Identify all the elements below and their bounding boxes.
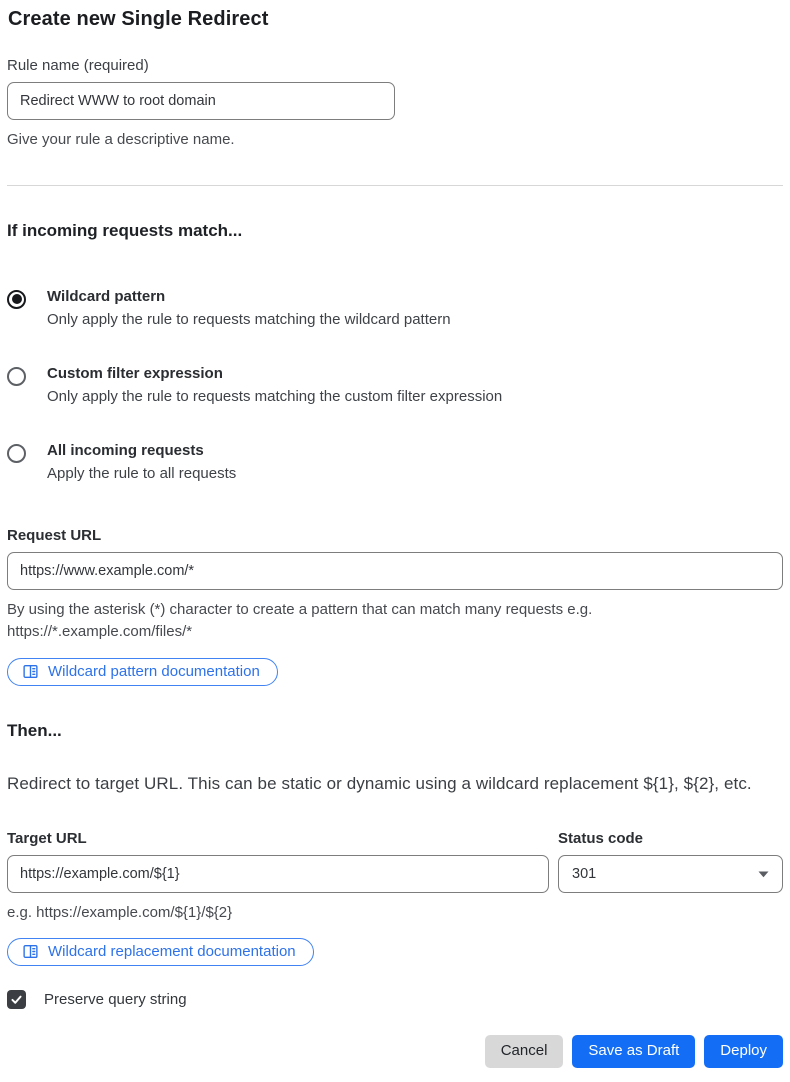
- request-url-input[interactable]: [7, 552, 783, 590]
- radio-button-icon[interactable]: [7, 444, 26, 463]
- doc-button-label: Wildcard replacement documentation: [48, 943, 296, 960]
- book-open-icon: [22, 663, 39, 680]
- form-actions: [7, 1035, 783, 1074]
- radio-option-all-incoming-requests[interactable]: [7, 442, 783, 482]
- checkbox-checked-icon[interactable]: [7, 990, 26, 1009]
- preserve-query-string-label: Preserve query string: [44, 991, 187, 1008]
- preserve-query-string-option[interactable]: [7, 990, 783, 1009]
- radio-option-description: Only apply the rule to requests matching the wildcard pattern: [47, 310, 451, 328]
- status-code-label: Status code: [558, 829, 644, 847]
- chevron-down-icon: [758, 866, 769, 882]
- wildcard-pattern-docs-button[interactable]: [7, 658, 278, 686]
- radio-button-icon[interactable]: [7, 367, 26, 386]
- match-section-heading: If incoming requests match...: [7, 220, 243, 240]
- rule-name-label: Rule name (required): [7, 57, 149, 74]
- target-url-field: [7, 830, 549, 925]
- doc-button-label: Wildcard pattern documentation: [48, 662, 260, 680]
- radio-button-icon[interactable]: [7, 290, 26, 309]
- rule-name-input[interactable]: [7, 82, 395, 120]
- request-url-label: Request URL: [7, 526, 102, 544]
- wildcard-replacement-docs-button[interactable]: [7, 938, 314, 966]
- radio-option-label: Wildcard pattern: [47, 287, 166, 305]
- target-url-helper: e.g. https://example.com/${1}/${2}: [7, 903, 233, 921]
- cancel-button[interactable]: Cancel: [485, 1035, 564, 1068]
- radio-option-custom-filter-expression[interactable]: [7, 365, 783, 405]
- radio-option-wildcard-pattern[interactable]: [7, 288, 783, 328]
- request-url-helper-line2: https://*.example.com/files/*: [7, 623, 193, 640]
- target-url-input[interactable]: [7, 855, 549, 893]
- book-open-icon: [22, 943, 39, 960]
- target-url-status-row: [7, 830, 783, 925]
- target-url-label: Target URL: [7, 829, 87, 847]
- radio-option-description: Only apply the rule to requests matching the custom filter expression: [47, 387, 503, 405]
- then-section-description: Redirect to target URL. This can be static or dynamic using a wildcard replacement ${1}, ${2}, etc.: [7, 773, 752, 793]
- status-code-field: [558, 830, 783, 925]
- deploy-button[interactable]: Deploy: [704, 1035, 783, 1068]
- page-title: Create new Single Redirect: [8, 8, 269, 30]
- radio-option-description: Apply the rule to all requests: [47, 464, 237, 482]
- match-type-radio-group: [7, 288, 783, 482]
- status-code-select[interactable]: [558, 855, 783, 893]
- radio-option-label: All incoming requests: [47, 441, 204, 459]
- then-section-heading: Then...: [7, 720, 62, 740]
- request-url-field: [7, 527, 783, 686]
- status-code-selected-value: 301: [572, 865, 597, 882]
- request-url-helper-line1: By using the asterisk (*) character to create a pattern that can match many requests e.g.: [7, 600, 593, 618]
- rule-name-helper: Give your rule a descriptive name.: [7, 131, 235, 148]
- rule-name-field: [7, 57, 783, 152]
- section-divider: [7, 185, 783, 186]
- radio-option-label: Custom filter expression: [47, 364, 223, 382]
- save-as-draft-button[interactable]: Save as Draft: [572, 1035, 695, 1068]
- request-url-helper: [7, 599, 783, 644]
